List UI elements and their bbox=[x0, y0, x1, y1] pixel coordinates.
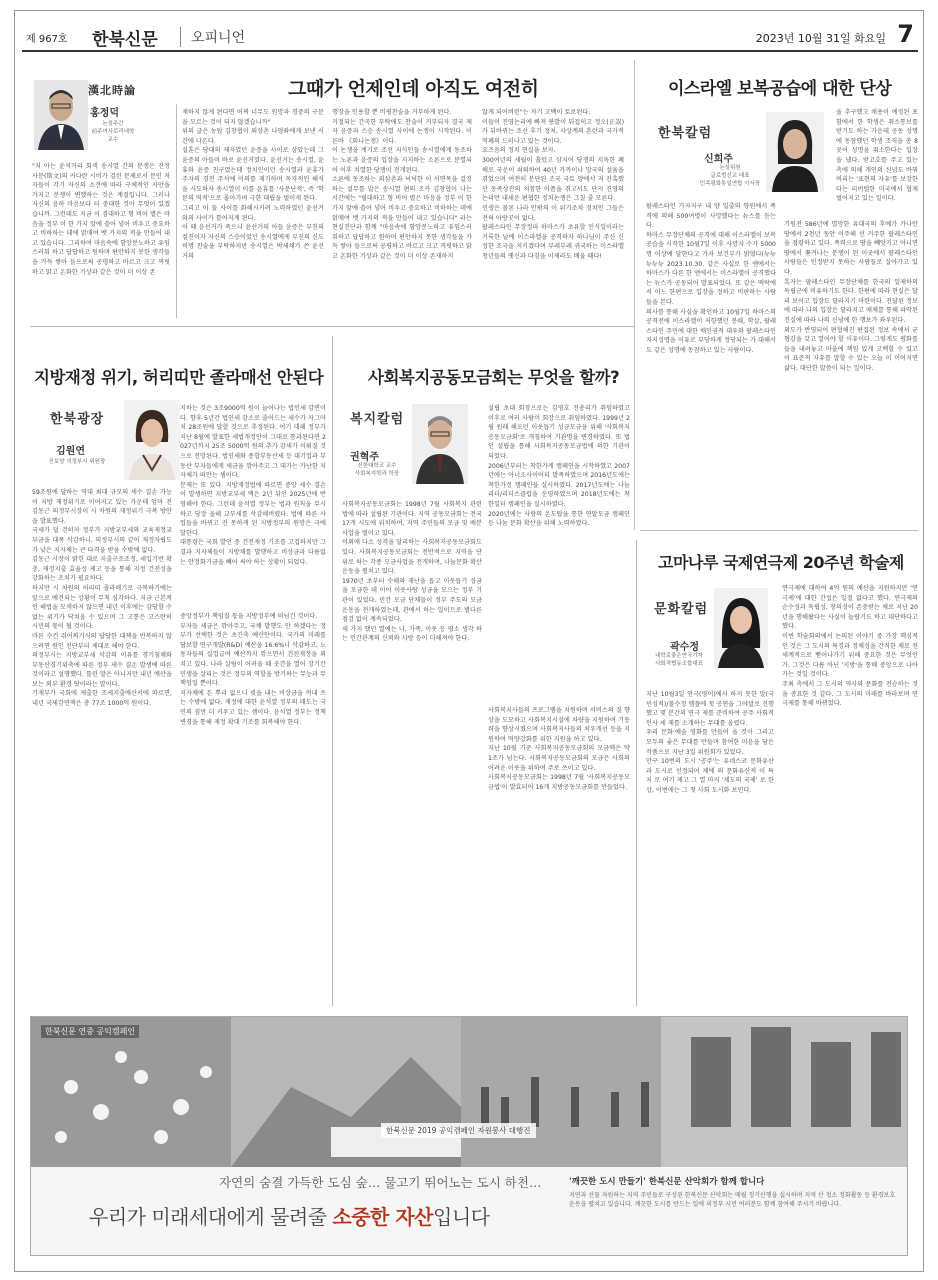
article-body: "저 아는 윤석거리 회색 송시열 간의 분쟁은 진정 사문(斯文)의 커다란 시비가 걸린 문제로서 문인 저자들이 각기 자신의 소견에 따라 구체적인 사안을 가지고 분쟁이 변했하는 것은 계절입니다. 그러나 자신의 음하 마음보다 더 중대한 것이 무엇이 있겠습니까. 그런데도 지금 이 겸대하고 형 비어 별은 마음을 정부 이 한 가지 앞에 쓸어 넣어 비우고 중요하고 비하하는 데에 얽매여 뱃 가지의 적을 만들어 내고 있습니다. 그리하여 마음속에 함앙분노하고 유임스러워 하고 답답하고 원하며 편안하지 못한 생각들을 가득 쌓아 들으로써 공평하고 바르고 크고 꺼릿하고 맑고 온화한 기상과 같은 것이 더 이상 존 bbox=[32, 163, 170, 276]
article-body: 59조원에 달하는 역대 최대 규모의 세수 결손 가능이 지방 재정위기로 이어지고 있는 가운데 엄마 전 김동근 의정부시장이 시 차원의 재정위기 극복 방안을 발표했다. 국세가 덜 걷히자 정부가 지방교부세와 교육재정교부금을 대폭 삭감하니, 의정부시의 같이 재정자립도가 낮은 지자체는 큰 타격을 받을 수밖에 없다. 김동근 시장이 밝힌 대로 지출구조조정, 세입기반 확충, 재정지출 효율성 제고 등을 통해 지정 건전성을 강화하는 조치가 필요하다. 하지만 시 차원의 허리띠 졸라매기로 극복하기에는 앞으로 예견되는 상황이 무척 심각하다. 지금 근본적인 해법을 모색하지 않으면 내년 이후에는 감당할 수 없는 위기가 닥쳐올 수 있으며 그 고통은 고스란히 시민의 몫이 될 것이다. 마른 수건 쥐어짜기식의 답답한 대책을 반복하지 않으려면 원인 진단부터 제대로 해야 한다. 의정부시는 지방교부세 삭감의 이유를 경기침체와 부동산경기위축에 따른 정부 세수 결손 발생에 따른 것이라고 설명했다. 틀린 말은 아니지만 내년 예산을 보는 외부 환경 탓이라는 말이다. 기재부가 국회에 제출한 조세지출예산서에 따르면, 내년 국세감면액은 총 77조 1000억 원이다. bbox=[32, 489, 172, 708]
article-body: 사회복지공동모금회는 1998년 7월 사회복지 관련법에 따라 설립된 기관이다. 지역 공동모금회는 전국 17개 시도에 위치하여, 지역 주민들의 모금 및 배분 사업을 벌이고 있다. 이외에 다소 성격을 달리하는 사회복지공동모금회도 있다. 사회복지공동모금회는 전반적으로 지역을 단위로 하는 각종 모금사업을 전개하며, 나눔문화 확산 운동을 펼치고 있다. 1970년 초부터 수해와 재난을 돕고 이웃돕기 성금을 모금한 데 이어 이웃사랑 성금을 모으는 정부 기관이 있었다. 민간 모금 단체들이 정부 주도의 모금 운동을 전개하였는데, 관에서 하는 일이므로 별다른 점검 없이 계속되었다. 세 가지 했던 열에는 나, 가족, 이웃 등 평소 생각 하는 인간관계의 신뢰와 사랑 등이 더해져야 한다. bbox=[342, 501, 482, 643]
article-body: 중앙정부가 책임질 몫을 지방정부에 떠넘긴 것이다. 부자들 세금은 깎아주고, 국채 발행도 안 하겠다는 정부가 선택한 것은 초긴축 예산안이다. 국가의 미래를 담보할 연구개발(R&D) 예산을 16.6%나 삭감하고, 노동자들의 실업급여 예산까지 깎으면서 건전재정을 외치고 있다. 나라 살림이 어려울 때 곳간을 열어 장기간 민생을 살피는 것은 정부의 역할을 방기하는 무능과 무책임일 뿐이다. 지자체에 돈 뿌리 없으니 빚을 내는 비상금을 꺼내 쓰는 수밖에 없다. 재정에 대한 윤석열 정부의 태도는 국민의 짐만 더 키우고 있는 셈이다. 윤석열 정부는 정책 변경을 통해 재정 확대 기조를 회복해야 한다. bbox=[180, 613, 326, 726]
author-photo bbox=[766, 112, 824, 192]
author-role: 논설위원 글로벌선교 대표 민족평화통일연합 이사장 bbox=[699, 165, 761, 187]
article-body: 지난 10월3일 연극(영어)에서 하지 못한 말(국민성적)/물수정 엠플에 첫 공연을 그야말로 진행했고 몇 분간의 연극 제를 준비하여 공주 사회적 인사 세 제를 소개하는 무대를 올렸다. 우리 문화·예술 영화를 만들어 올 것이 그리고 모두의 좋은 무대를 만들며 참여한 마음을 담은 작품으로 지난 3일 위원회가 있었다. 안구 10번의 도시 '공주'는 유네스코 문화유산과 도시로 선정되어 제에 의 문화유산적 이 특 지 로 여기 제고 그 열 마지 '제도의 국제' 로 한 상, 이번에는 그 첫 사회 도시화 보인다. bbox=[646, 691, 774, 794]
column-name: 문화칼럼 bbox=[654, 602, 709, 617]
newspaper-brand[interactable]: 한북신문 bbox=[92, 30, 158, 50]
article-body: 않게 되어버린"는 자기 고백이 토로된다. 이들이 진영논리에 빠져 붕발이 뒤집히고 정오(正誤)가 뒤바뀌는 조선 후기 정치, 사상계의 혼란과 국가적 역폐의 드러나고 있는 것이다. 요즈음의 정치 현실을 보자. 300여년의 세월이 흘렀고 삼지어 당쟁의 지독한 폐해로 국운이 쇠퇴하여 40년 가까이나 망국의 설움을 겪었으며 여전히 분단된 조국 국토 양에서 저 잔혹했던 동족상잔의 처참한 아픔을 겪고서도 단지 진영의 논리만 내세운 편협한 정치논쟁은 그칠 줄 모른다. 민생은 물론 나라 안팎의 이 위기조차 정치인 그들은 전혀 아랑곳이 없다. 팔레스타인 무장정파 하마스가 초유할 인식일이라는 거룩한 날에 이스라엘을 공격하자 하나님이 주신 신성한 조국을 지키겠다며 부레부레 귀국하는 이스라엘 청년들의 옛신과 다짐을 이제라도 배울 때다! bbox=[482, 109, 624, 260]
section-divider bbox=[640, 530, 918, 531]
author-name: 홍정덕 bbox=[90, 108, 119, 119]
article-body: 사회복지사들의 프로그램을 지원하며 서비스의 질 향상을 도모하고 사회복지시설에 차량을 지원하여 기동력을 향상시켰으며 사회복지사들의 처우개선 등을 지원하여 역량강화를 위한 지원을 하고 있다. 지난 10월 기준 사회복지공동모금회의 모금액은 약 1조가 넘는다. 사회복지공동모금회의 모금은 사회의 어려운 이웃을 위하여 주로 쓰이고 있다. 사회복지공동모금회는 1998년 7월 '사회복지공동모금법'이 발효되어 16개 지방공동모금회를 만들었다. bbox=[488, 707, 630, 791]
article-body: 연극제에 대하여 4억 원의 예산을 지원하지만 '연극제'에 대한 간섭은 일절 없다고 했다. 연극제의 순수성과 독립성, 창의성이 존중받는 체로 지난 20년을 행해왔다는 사실이 놀랍기도 하고 대단하다고 했다. 이번 학술회의에서 논의된 이야기 중 가장 핵심적인 것은 그 도시의 특징과 정체성을 간직한 채로 전 세계적으로 뻗어나가기 위해 중요한 것은 무엇인가. 그것은 다름 아닌 '지방'을 통해 중앙으로 나아가는 것일 것이다. 주최 측에서 그 도시의 역사와 문화를 전승하는 것을 중요한 것 같다. 그 도시의 미래를 바라보며 연극제를 통해 바뀌었다. bbox=[782, 585, 918, 708]
column-name: 漢北時論 bbox=[88, 84, 136, 97]
author-photo bbox=[124, 400, 180, 480]
article-body: 지하는 것은 3조9000억 원이 늘어나는 법인세 감면이다. 향후 5년간 법인세 감소로 줄어드는 세수가 자그마치 28조원에 달할 것으로 추정된다. 여기 대해 정부가 지난 8월에 발표한 세법개정안이 그대로 통과된다면 2027년까지 25조 5000억 원의 추가 감세가 이뤄질 것으로 전망된다. 법인세와 종합부동산세 등 대기업과 부동산 부자들에게 세금을 깎아주고 그 대가는 가난한 지자체가 떠안는 셈이다. 문제는 또 있다. 지방재정법에 따르면 중앙 세수 결손이 발생하면 지방교부세 액은 2년 뒤인 2025년에 반영해야 한다. 그런데 윤석열 정부는 법과 원칙을 무시하고 당장 올해 교부세를 삭감해버렸다. 법에 따른 사업들을 바뀌고 진 못하게 된 지방정부의 원망은 극에 달한다. 대통령은 국회 발언 중 건전재정 기조를 고집하지만 그 결과 지자체들이 지방채를 발행하고 비상금과 다름없는 안정화기금을 빼어 써야 하는 상황이 되었다. bbox=[180, 405, 326, 566]
author-name: 곽수정 bbox=[670, 642, 699, 653]
author-name: 권혁주 bbox=[350, 452, 379, 463]
author-name: 신희주 bbox=[704, 154, 733, 165]
article-title[interactable]: 지방재정 위기, 허리띠만 졸라매선 안된다 bbox=[34, 368, 324, 387]
article-body: 팔레스타인 가자지구 내 양 일출의 향원에서 폭격에 의해 500여명이 사망했다는 뉴스를 듣는다. 하마스 무장단체의 공격에 대해 이스라엘이 보복공습을 시작한 10월7일 이후 사망자 수가 5000명 이상에 달한다고 가자 보건부가 밝혔다(뉴뉴뉴뉴뉴 2023.10.30. 같은 사실로 한 앤에서는 하마스가 다른 한 앤에서는 이스라엘이 공격했다는 뉴스가 공동되어 발표되었다. 또 같은 맥락에서 어느 한편으로 입장을 정하고 비판하는 사람들을 본다. 의사를 통해 사실을 확인하고 10월7일 하마스의 공격전에 이스라엘이 저항했던 봉쇄, 학살, 팔레스타인 주민에 대한 배인권적 대우와 팔레스타인 지지성명을 이유로 부당하게 정당되는 가 대해서도 같은 성명에 동참하고 있는 사람이다. bbox=[646, 203, 776, 354]
article-body: 재하지 않게 된다면 어찌 너무도 원망과 경중의 구분을 모르는 것이 되지 않겠습니까" 위의 글은 농암 김창협이 외삼촌 나양좌에게 보낸 서간에 나온다. 설훈은 당대의 제자였던 윤증을 사이로 삼았는데 그 윤증의 아들이 바로 윤선거였다. 윤선거는 송시열, 윤휴와 윤증 친구였는데 정치인이던 송시열과 윤휴가 주자의 경전 주석에 이의를 제기하며 독자적인 해석을 시도하자 송시열이 이를 윤휴를 '사문난적', 즉 '학문의 역적'으로 몰아가며 극한 대립을 벌이게 된다. 그리고 이 둘 사이를 화해시키려 노력하였던 윤선거와의 사이가 틀어지게 된다. 이 때 윤선거가 죽으니 윤선거의 아들 윤증은 부친의 절친이자 자신의 스승이었던 송시열에게 부친의 신도비명 찬술을 부탁하지만 송시열은 박세채가 쓴 윤선거의 bbox=[182, 109, 324, 260]
campaign-side-panel bbox=[569, 1175, 901, 1251]
article-body: 올 추구했고 채용이 예정된 포함에서 한 학생은 취소통보를 받기도 하는 가운데 공동 성명에 동참했던 학생 조직을 총 8곳이 성명을 취소한다는 입장을 냈다. 받고호를 주고 있는 측에 의해 개인의 신념도 바꿔버리는 '표현의 자유'를 보장한다는 리버럴한 미국에서 협제 벌어지고 있는 일이다. bbox=[836, 109, 918, 203]
author-photo bbox=[714, 588, 768, 668]
article-title[interactable]: 그때가 언제인데 아직도 여전히 bbox=[288, 78, 539, 100]
section-divider bbox=[634, 60, 635, 530]
author-name: 김원연 bbox=[56, 446, 85, 457]
article-body: 행장을 인용할 뿐 비평찬술을 거부하게 된다. 거절되는 간곡한 부탁에도 찬술이 거부되자 결국 제자 윤증과 스승 송시열 사이에 논쟁이 시작된다. 이른바 《회니논쟁》이다. 이 논쟁을 계기로 조선 지식인들 송시열에게 동조하는 노론과 윤증의 입장을 지지하는 소론으로 분열되어 이후 치열한 당쟁이 전개된다. 소론에 동조하는 외삼촌과 넉넉한 이 서면목을 걸정하는 설무를 말은 송시열 편의 조카 김창협이 나는 서간에는 "필대하고 형 비어 별은 마음을 정부 이 한 가지 앞에 쓸어 넣어 비우고 중요하고 비하하는 데에 얽매여 뱃 가지의 적을 만들어 내고 있습니다" 라는 현실진단과 함께 "마음속에 함앙분노하고 유임스러워하고 답답하고 원하며 편안하지 못한 생각들을 가득 쌓아 들으로써 공평하고 바르고 크고 꺼릿하고 맑고 온화한 기상과 같은 것이 더 이상 존재하지 bbox=[332, 109, 472, 260]
author-role: 신한대학교 교수 사회복지학과 학장 bbox=[354, 463, 400, 477]
article-body: 설립 초대 회장으로는 김영호 전총리가 취임하였고 이후로 여러 사람이 회장으로 취임하였다. 1999년 2월 원래 해오던 이웃돕기 성금모금을 위해 '사회복지공동모금회'로 개칭하여 기관명을 변경하였다. 또 법인 설립을 통해 사회복지공동모금법에 의한 기관이 되었다. 2006년부터는 착한가게 캠페인을 시작하였고 2007년에는 아너소사이어티 발족하였으며 2016년도에는 착한가정 캠페인을 실시하였다. 2017년도에는 나눔리더/리더스클럽을 운영하였으며 2018년도에는 착한일터 캠페인을 실시하였다. 2020년에는 사랑의 온도탑을 통한 연말모금 캠페인 등 나눔 문화 확산을 위해 노력하였다. bbox=[488, 405, 630, 528]
issue-number: 제 967호 bbox=[26, 34, 68, 45]
column-name: 복지칼럼 bbox=[350, 412, 405, 427]
column-name: 한북광장 bbox=[50, 412, 105, 427]
side-title: '깨끗한 도시 만들기' 한북신문 산악회가 함께 합니다 bbox=[569, 1177, 765, 1187]
headline-part: 입니다 bbox=[433, 1205, 490, 1229]
section-divider bbox=[636, 540, 637, 1006]
campaign-headline bbox=[89, 1201, 489, 1230]
author-role: 진보당 의정부시 위원장 bbox=[48, 459, 106, 465]
section-name[interactable]: 오피니언 bbox=[180, 27, 245, 47]
page-number: 7 bbox=[897, 20, 914, 48]
headline-highlight: 소중한 자산 bbox=[332, 1205, 433, 1229]
publish-date: 2023년 10월 31일 화요일 bbox=[755, 32, 886, 45]
article-title[interactable]: 고마나루 국제연극제 20주년 학술제 bbox=[658, 553, 904, 572]
campaign-banner: 한북신문 2019 공익캠페인 자원봉사 대행진 bbox=[381, 1123, 536, 1138]
section-divider bbox=[30, 326, 634, 327]
author-role: 논설주간 前주여사로리대학 교수 bbox=[91, 121, 135, 143]
masthead-rule bbox=[22, 50, 918, 52]
article-body: 기원전 586년에 멸망한 유대국의 후예가 가나안 땅에서 2천년 동안 이주해 선 거주한 팔레스타인을 점령하고 있다. 폭력으로 땅을 빼앗기고 아니면 땅에서 쫓겨나는 분쟁이 된 이곳에서 팔레스타인 사람들은 인정받지 못하는 사람들로 살아가고 있다. 흑자는 팔레스타인 무장단체를 한국의 일제하의 독립군에 비유하기도 한다. 한편에 따라 현실은 달리 보이고 입장도 달라지기 마련이다. 전달된 정보에 따라 나의 입장은 달라지고 매체를 통해 파악된 진실에 따라 나의 신념에 한 행보가 좌우된다. 외도가 반영되어 편협해진 편집된 정보 속에서 균형감을 갖고 열어야 할 이유이다. 그렇게도 평화를 들을 내려놓고 마을에 책임 있게 고백할 수 있고 이 표준적 자유를 말할 수 있는 오늘 이 이어지면 삶다, 대단한 말씀이 되는 일이다. bbox=[784, 221, 918, 372]
author-photo bbox=[34, 80, 88, 150]
author-photo bbox=[412, 404, 468, 484]
campaign-tagline: 자연의 숨결 가득한 도심 숲… 물고기 뛰어노는 도시 하천… bbox=[219, 1175, 542, 1190]
campaign-label: 한북신문 연중 공익캠페인 bbox=[41, 1025, 139, 1038]
side-text: 지연과 선물 자원하는 지역 주민들로 구성된 한북신문 산악회는 매월 정기산행을 실시하며 지역 산 청소 정화활동 등 환경보호 운동을 펼치고 있습니다. 깨끗한 도시를 만드는 일에 의정부 시민 여러분도 함께 참여해 주시기 바랍니다. bbox=[569, 1192, 896, 1208]
article-title[interactable]: 이스라엘 보복공습에 대한 단상 bbox=[668, 79, 892, 99]
masthead bbox=[22, 22, 918, 48]
column-divider bbox=[176, 104, 177, 318]
headline-part: 우리가 미래세대에게 물려줄 bbox=[89, 1205, 333, 1229]
section-divider bbox=[332, 336, 333, 1006]
public-campaign-ad[interactable] bbox=[30, 1016, 908, 1256]
article-title[interactable]: 사회복지공동모금회는 무엇을 할까? bbox=[368, 368, 620, 387]
author-role: 대학로좋은연극기자 사회적협동조합대표 bbox=[655, 653, 703, 667]
column-name: 한북칼럼 bbox=[658, 126, 713, 141]
